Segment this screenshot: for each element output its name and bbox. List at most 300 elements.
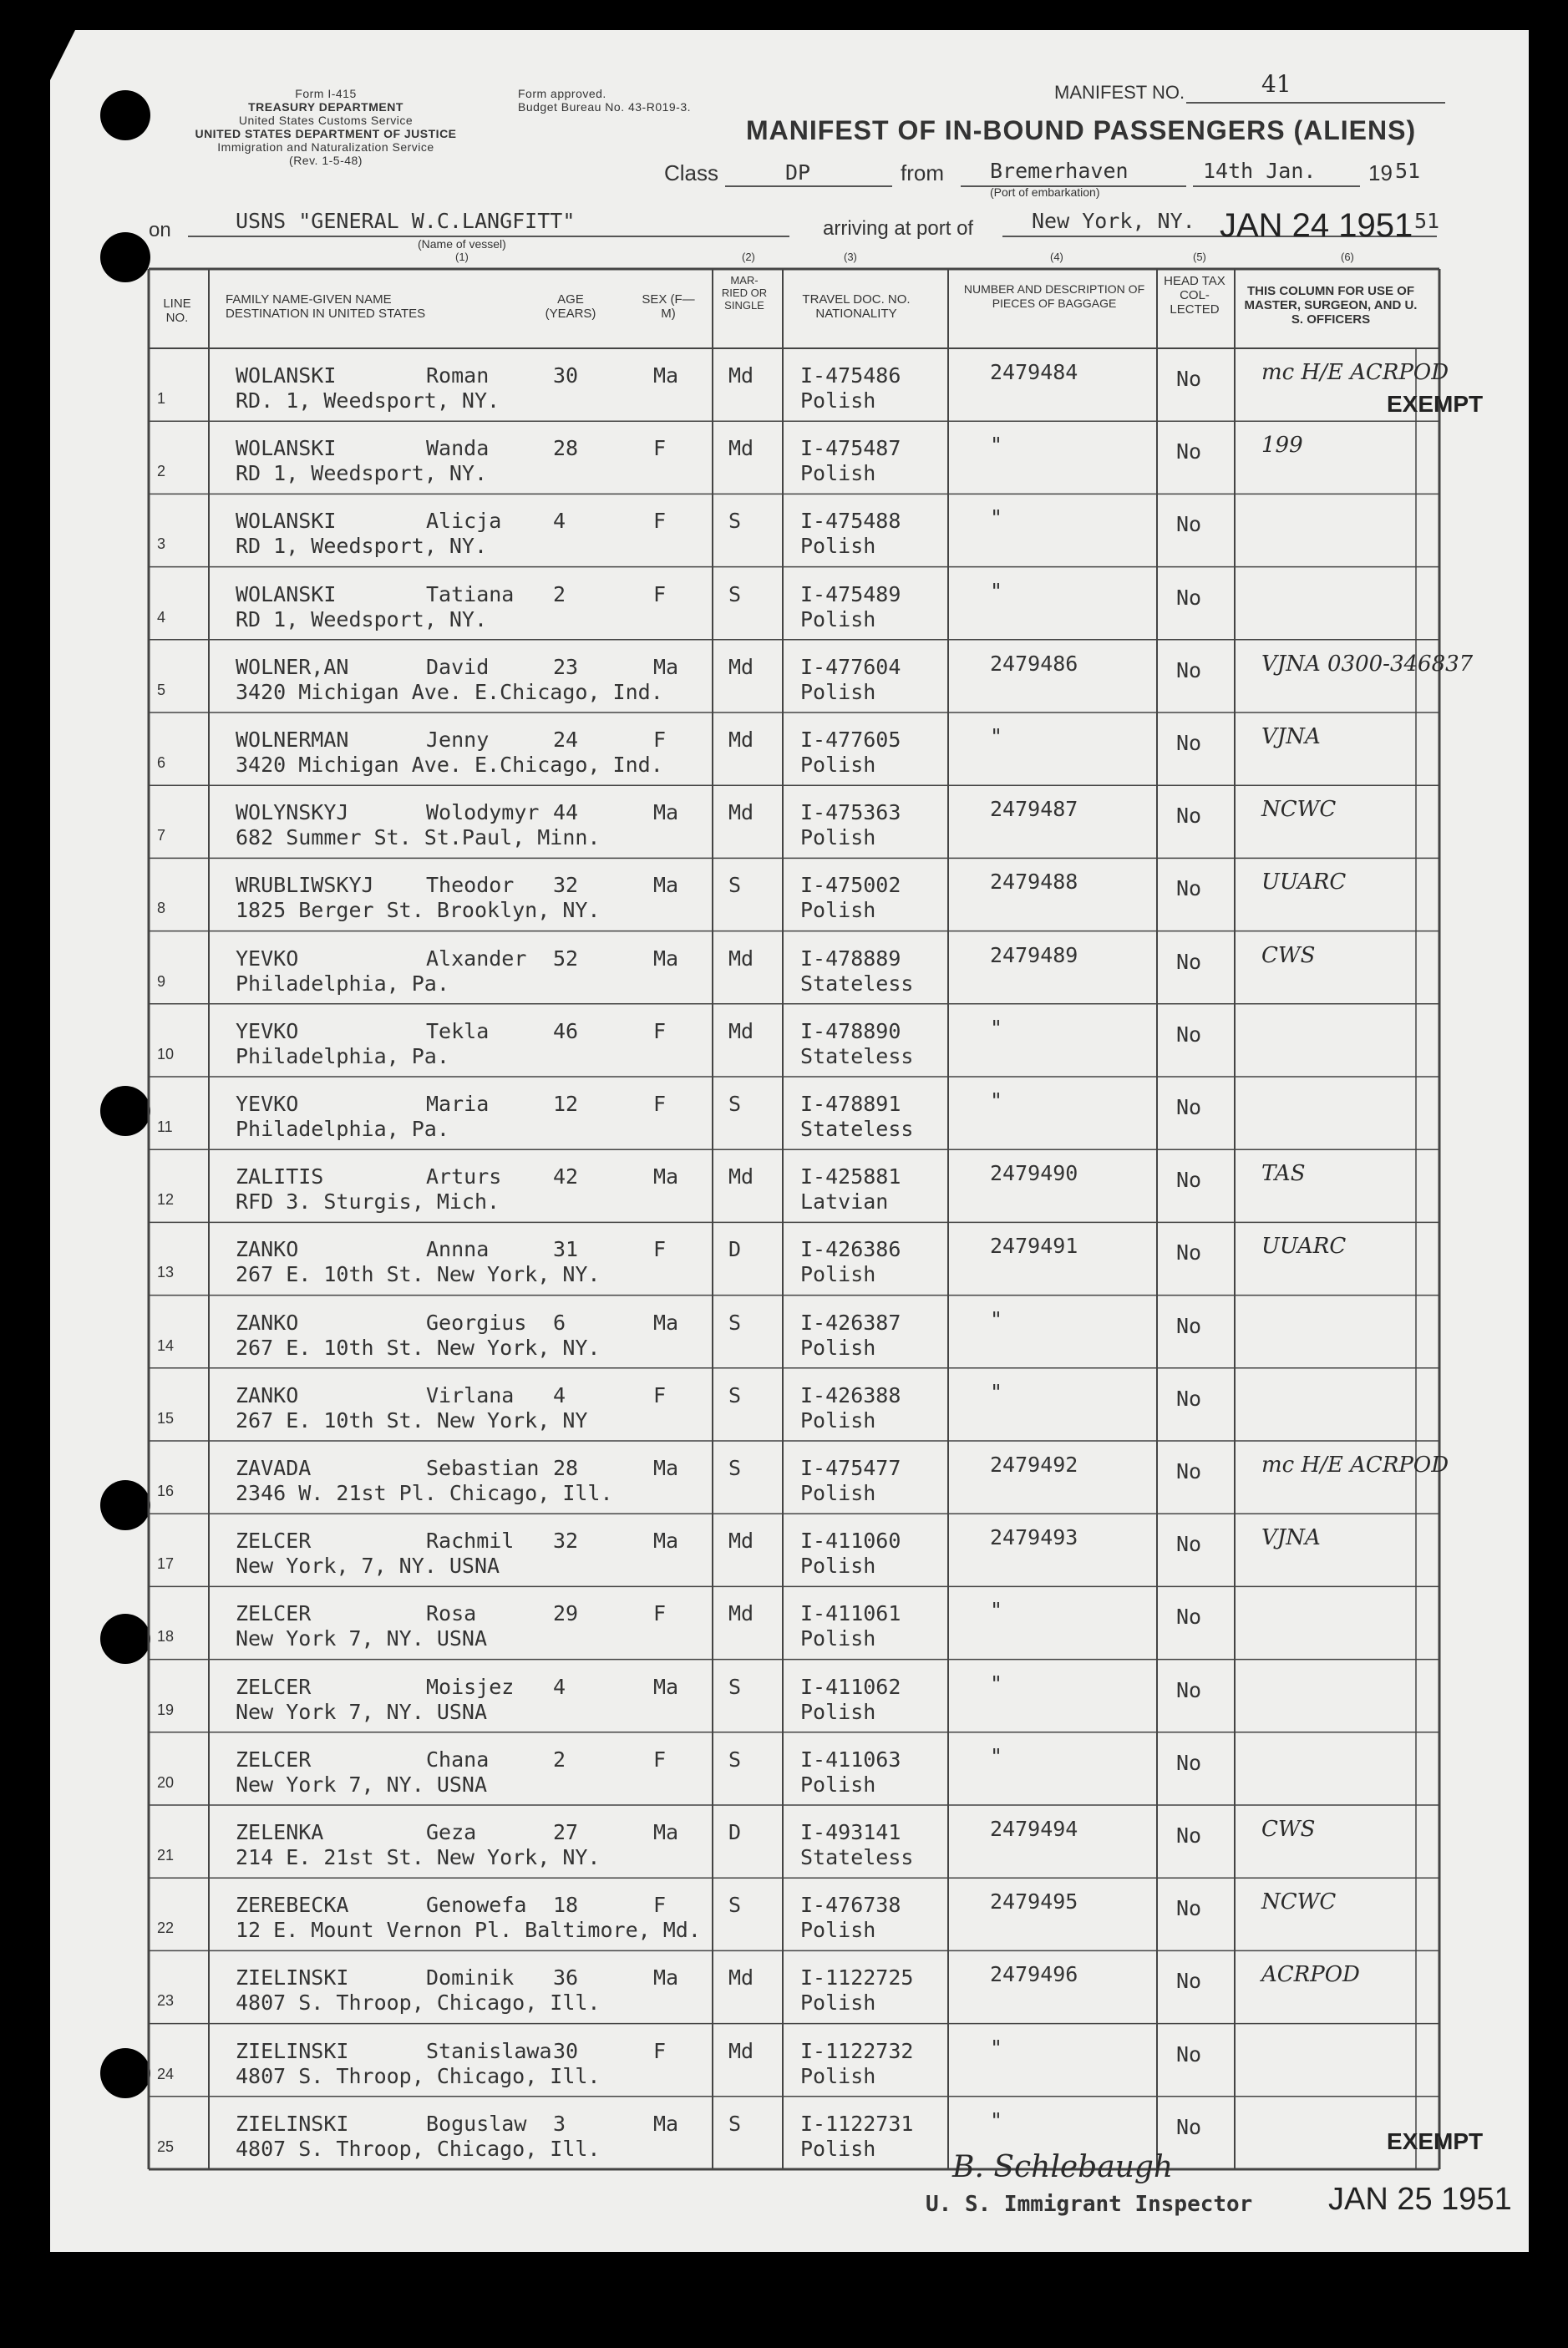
marital-status: S <box>728 509 742 534</box>
line-number: 13 <box>157 1264 175 1281</box>
age: 31 <box>553 1237 579 1262</box>
date-value: 14th Jan. <box>1203 159 1317 183</box>
travel-doc-no: I-475488 <box>800 509 901 534</box>
on-label: on <box>149 219 171 241</box>
year-printed: 19 <box>1368 160 1393 185</box>
given-name: Maria <box>426 1092 490 1116</box>
col-header-married: MAR-RIED OR SINGLE <box>721 274 768 312</box>
baggage: 2479493 <box>990 1525 1078 1550</box>
nationality: Polish <box>800 1407 876 1433</box>
destination: RD 1, Weedsport, NY. <box>236 534 488 559</box>
line-number: 1 <box>157 390 166 407</box>
sex: F <box>653 436 667 461</box>
destination: 3420 Michigan Ave. E.Chicago, Ind. <box>236 753 663 777</box>
sex: F <box>653 1237 667 1262</box>
age: 52 <box>553 946 579 971</box>
form-approved-block: Form approved. Budget Bureau No. 43-R019-3. <box>518 87 692 114</box>
nationality: Polish <box>800 1699 876 1724</box>
sex: F <box>653 509 667 534</box>
destination: RFD 3. Sturgis, Mich. <box>236 1189 500 1215</box>
sex: Ma <box>653 1529 679 1554</box>
age: 4 <box>553 1674 566 1699</box>
form-agency-block: Form I-415 TREASURY DEPARTMENT United States Customs Service UNITED STATES DEPARTMENT OF JUSTICE Immigration and Naturalization Service (Rev. 1-5-48) <box>195 87 457 167</box>
col-number-2: (2) <box>742 251 755 263</box>
travel-doc-no: I-426387 <box>800 1310 901 1335</box>
officer-note: NCWC <box>1261 1889 1337 1915</box>
age: 12 <box>553 1092 579 1116</box>
marital-status: S <box>728 873 742 898</box>
sex: F <box>653 1747 667 1772</box>
given-name: Tekla <box>426 1018 490 1043</box>
col-number-3: (3) <box>844 251 857 263</box>
age: 42 <box>553 1164 579 1189</box>
age: 30 <box>553 2038 579 2063</box>
family-name: ZEREBECKA <box>236 1893 349 1918</box>
travel-doc-no: I-478890 <box>800 1018 901 1043</box>
marital-status: D <box>728 1820 742 1844</box>
nationality: Polish <box>800 825 876 850</box>
travel-doc-no: I-1122732 <box>800 2038 914 2063</box>
marital-status: Md <box>728 946 754 971</box>
baggage: " <box>990 1598 1003 1623</box>
given-name: Stanislawa <box>426 2038 552 2063</box>
officer-note: VJNA <box>1261 724 1321 749</box>
destination: Philadelphia, Pa. <box>236 971 449 996</box>
inspector-date-stamp: JAN 25 1951 <box>1328 2182 1512 2217</box>
sex: Ma <box>653 1965 679 1990</box>
line-number: 6 <box>157 754 166 771</box>
marital-status: S <box>728 1092 742 1116</box>
line-number: 17 <box>157 1555 175 1573</box>
destination: New York 7, NY. USNA <box>236 1772 488 1797</box>
officer-note: ACRPOD <box>1261 1962 1360 1988</box>
given-name: Roman <box>426 363 490 388</box>
family-name: ZANKO <box>236 1310 299 1335</box>
sex: Ma <box>653 1164 679 1189</box>
baggage: " <box>990 1015 1003 1040</box>
head-tax: No <box>1176 367 1202 391</box>
family-name: ZELCER <box>236 1674 312 1699</box>
nationality: Polish <box>800 1990 876 2016</box>
marital-status: Md <box>728 1018 754 1043</box>
sex: Ma <box>653 800 679 825</box>
age: 28 <box>553 1456 579 1480</box>
sex: Ma <box>653 654 679 679</box>
col-header-baggage: NUMBER AND DESCRIPTION OF PIECES OF BAGGAGE <box>963 282 1145 310</box>
line-number: 12 <box>157 1191 175 1209</box>
destination: New York 7, NY. USNA <box>236 1626 488 1651</box>
officer-note: CWS <box>1261 942 1316 968</box>
col-number-4: (4) <box>1050 251 1063 263</box>
given-name: Annna <box>426 1237 490 1262</box>
nationality: Polish <box>800 1481 876 1505</box>
travel-doc-no: I-478889 <box>800 946 901 971</box>
nationality: Polish <box>800 606 876 631</box>
given-name: Geza <box>426 1820 477 1844</box>
family-name: ZAVADA <box>236 1456 312 1480</box>
head-tax: No <box>1176 1022 1202 1047</box>
nationality: Stateless <box>800 1845 914 1869</box>
head-tax: No <box>1176 1896 1202 1921</box>
given-name: David <box>426 654 490 679</box>
head-tax: No <box>1176 657 1202 682</box>
line-number: 2 <box>157 463 166 480</box>
baggage: " <box>990 433 1003 458</box>
given-name: Jenny <box>426 728 490 752</box>
col-header-line: LINE NO. <box>163 297 191 325</box>
given-name: Moisjez <box>426 1674 515 1699</box>
head-tax: No <box>1176 1240 1202 1265</box>
head-tax: No <box>1176 804 1202 829</box>
sex: F <box>653 728 667 752</box>
marital-status: D <box>728 1237 742 1262</box>
marital-status: Md <box>728 1965 754 1990</box>
destination: New York 7, NY. USNA <box>236 1699 488 1724</box>
sex: Ma <box>653 1310 679 1335</box>
family-name: ZALITIS <box>236 1164 324 1189</box>
nationality: Polish <box>800 2136 876 2161</box>
family-name: WOLANSKI <box>236 436 337 461</box>
travel-doc-no: I-493141 <box>800 1820 901 1844</box>
arriving-label: arriving at port of <box>823 217 974 240</box>
travel-doc-no: I-426388 <box>800 1382 901 1407</box>
line-number: 23 <box>157 1992 175 2010</box>
destination: RD 1, Weedsport, NY. <box>236 461 488 486</box>
marital-status: S <box>728 2111 742 2136</box>
sex: F <box>653 2038 667 2063</box>
manifest-no: 41 <box>1261 70 1291 98</box>
head-tax: No <box>1176 1168 1202 1193</box>
class-label: Class <box>664 160 719 185</box>
age: 18 <box>553 1893 579 1918</box>
travel-doc-no: I-475486 <box>800 363 901 388</box>
from-value: Bremerhaven <box>990 159 1129 183</box>
travel-doc-no: I-475487 <box>800 436 901 461</box>
baggage: " <box>990 1671 1003 1696</box>
family-name: ZELENKA <box>236 1820 324 1844</box>
travel-doc-no: I-1122725 <box>800 1965 914 1990</box>
officer-note: VJNA 0300-346837 <box>1261 651 1474 677</box>
head-tax: No <box>1176 512 1202 537</box>
travel-doc-no: I-477605 <box>800 728 901 752</box>
family-name: ZELCER <box>236 1601 312 1626</box>
destination: 3420 Michigan Ave. E.Chicago, Ind. <box>236 679 663 704</box>
line-number: 16 <box>157 1483 175 1499</box>
given-name: Georgius <box>426 1310 527 1335</box>
baggage: 2479492 <box>990 1453 1078 1477</box>
destination: 4807 S. Throop, Chicago, Ill. <box>236 1990 601 2016</box>
marital-status: Md <box>728 1164 754 1189</box>
marital-status: Md <box>728 2038 754 2063</box>
nationality: Polish <box>800 753 876 777</box>
age: 2 <box>553 1747 566 1772</box>
destination: 4807 S. Throop, Chicago, Ill. <box>236 2063 601 2088</box>
exempt-stamp-top: EXEMPT <box>1387 391 1484 417</box>
head-tax: No <box>1176 1313 1202 1338</box>
nationality: Polish <box>800 898 876 923</box>
family-name: WOLNER,AN <box>236 654 349 679</box>
officer-note: CWS <box>1261 1817 1316 1842</box>
head-tax: No <box>1176 1386 1202 1411</box>
age: 2 <box>553 581 566 606</box>
line-number: 5 <box>157 681 166 698</box>
marital-status: S <box>728 1382 742 1407</box>
head-tax: No <box>1176 731 1202 755</box>
travel-doc-no: I-411063 <box>800 1747 901 1772</box>
destination: 2346 W. 21st Pl. Chicago, Ill. <box>236 1481 613 1505</box>
nationality: Polish <box>800 388 876 413</box>
travel-doc-no: I-478891 <box>800 1092 901 1116</box>
nationality: Polish <box>800 1772 876 1797</box>
baggage: 2479488 <box>990 870 1078 895</box>
officer-note: NCWC <box>1261 797 1337 823</box>
line-number: 3 <box>157 535 166 553</box>
line-number: 7 <box>157 827 166 844</box>
travel-doc-no: I-411062 <box>800 1674 901 1699</box>
marital-status: Md <box>728 363 754 388</box>
nationality: Polish <box>800 1335 876 1360</box>
travel-doc-no: I-475363 <box>800 800 901 825</box>
marital-status: S <box>728 581 742 606</box>
line-number: 24 <box>157 2065 175 2082</box>
destination: 267 E. 10th St. New York, NY. <box>236 1262 601 1287</box>
officer-note: mc H/E ACRPOD <box>1261 360 1449 385</box>
from-label: from <box>901 160 944 185</box>
officer-note: UUARC <box>1261 870 1347 895</box>
age: 36 <box>553 1965 579 1990</box>
destination: 682 Summer St. St.Paul, Minn. <box>236 825 601 850</box>
line-number: 9 <box>157 972 166 990</box>
baggage: " <box>990 1306 1003 1331</box>
nationality: Polish <box>800 679 876 704</box>
baggage: " <box>990 578 1003 603</box>
marital-status: Md <box>728 800 754 825</box>
destination: RD 1, Weedsport, NY. <box>236 606 488 631</box>
family-name: WOLANSKI <box>236 363 337 388</box>
age: 32 <box>553 873 579 898</box>
travel-doc-no: I-1122731 <box>800 2111 914 2136</box>
given-name: Virlana <box>426 1382 515 1407</box>
given-name: Boguslaw <box>426 2111 527 2136</box>
family-name: ZIELINSKI <box>236 2111 349 2136</box>
nationality: Polish <box>800 1626 876 1651</box>
col-header-age: AGE (YEARS) <box>545 292 596 321</box>
officer-note: TAS <box>1261 1161 1306 1187</box>
marital-status: Md <box>728 1529 754 1554</box>
given-name: Genowefa <box>426 1893 527 1918</box>
head-tax: No <box>1176 876 1202 901</box>
sex: Ma <box>653 1456 679 1480</box>
travel-doc-no: I-476738 <box>800 1893 901 1918</box>
manifest-no-label: MANIFEST NO. <box>1054 82 1185 103</box>
age: 4 <box>553 1382 566 1407</box>
line-number: 22 <box>157 1919 175 1937</box>
nationality: Latvian <box>800 1189 889 1215</box>
age: 29 <box>553 1601 579 1626</box>
class-value: DP <box>785 160 811 185</box>
line-number: 20 <box>157 1773 175 1791</box>
age: 3 <box>553 2111 566 2136</box>
destination: 267 E. 10th St. New York, NY <box>236 1407 588 1433</box>
travel-doc-no: I-425881 <box>800 1164 901 1189</box>
baggage: 2479491 <box>990 1234 1078 1259</box>
col-number-1: (1) <box>455 251 469 263</box>
col-header-tax: HEAD TAX COL-LECTED <box>1164 274 1225 317</box>
age: 44 <box>553 800 579 825</box>
given-name: Arturs <box>426 1164 502 1189</box>
baggage: 2479489 <box>990 942 1078 967</box>
line-number: 10 <box>157 1045 175 1062</box>
head-tax: No <box>1176 2114 1202 2139</box>
family-name: YEVKO <box>236 1092 299 1116</box>
nationality: Stateless <box>800 1043 914 1068</box>
line-number: 25 <box>157 2138 175 2155</box>
port-value: New York, NY. <box>1032 209 1195 233</box>
baggage: " <box>990 505 1003 530</box>
baggage: 2479484 <box>990 360 1078 384</box>
baggage: 2479496 <box>990 1962 1078 1987</box>
baggage: " <box>990 724 1003 748</box>
manifest-title: MANIFEST OF IN-BOUND PASSENGERS (ALIENS) <box>746 115 1417 145</box>
given-name: Wolodymyr <box>426 800 540 825</box>
line-number: 21 <box>157 1847 175 1864</box>
sex: Ma <box>653 1820 679 1844</box>
nationality: Polish <box>800 1918 876 1943</box>
age: 27 <box>553 1820 579 1844</box>
family-name: WOLANSKI <box>236 581 337 606</box>
age: 28 <box>553 436 579 461</box>
travel-doc-no: I-411061 <box>800 1601 901 1626</box>
family-name: ZANKO <box>236 1237 299 1262</box>
head-tax: No <box>1176 1677 1202 1702</box>
family-name: ZELCER <box>236 1529 312 1554</box>
officer-note: mc H/E ACRPOD <box>1261 1453 1449 1478</box>
family-name: ZIELINSKI <box>236 1965 349 1990</box>
head-tax: No <box>1176 1823 1202 1848</box>
head-tax: No <box>1176 585 1202 610</box>
given-name: Wanda <box>426 436 490 461</box>
given-name: Chana <box>426 1747 490 1772</box>
given-name: Alicja <box>426 509 502 534</box>
baggage: 2479487 <box>990 797 1078 822</box>
marital-status: Md <box>728 728 754 752</box>
col-header-officers: THIS COLUMN FOR USE OF MASTER, SURGEON, AND U. S. OFFICERS <box>1244 284 1418 327</box>
col-header-doc: TRAVEL DOC. NO. NATIONALITY <box>802 292 911 321</box>
sex: Ma <box>653 2111 679 2136</box>
exempt-stamp-bottom: EXEMPT <box>1387 2128 1484 2154</box>
vessel-caption: (Name of vessel) <box>418 237 506 251</box>
travel-doc-no: I-475477 <box>800 1456 901 1480</box>
travel-doc-no: I-411060 <box>800 1529 901 1554</box>
baggage: " <box>990 1743 1003 1768</box>
sex: F <box>653 581 667 606</box>
col-number-6: (6) <box>1341 251 1354 263</box>
travel-doc-no: I-475002 <box>800 873 901 898</box>
head-tax: No <box>1176 1459 1202 1483</box>
baggage: 2479495 <box>990 1889 1078 1914</box>
head-tax: No <box>1176 1605 1202 1630</box>
destination: Philadelphia, Pa. <box>236 1117 449 1141</box>
line-number: 15 <box>157 1409 175 1427</box>
sex: F <box>653 1601 667 1626</box>
destination: 214 E. 21st St. New York, NY. <box>236 1845 601 1869</box>
line-number: 19 <box>157 1701 175 1718</box>
given-name: Rachmil <box>426 1529 515 1554</box>
col-header-sex: SEX (F—M) <box>642 292 695 321</box>
baggage: 2479490 <box>990 1161 1078 1186</box>
arrival-year-tail: 51 <box>1414 209 1440 233</box>
sex: F <box>653 1382 667 1407</box>
port-caption: (Port of embarkation) <box>990 185 1100 199</box>
inspector-label: U. S. Immigrant Inspector <box>926 2192 1253 2217</box>
nationality: Stateless <box>800 1117 914 1141</box>
age: 32 <box>553 1529 579 1554</box>
officer-note: 199 <box>1261 433 1303 459</box>
age: 4 <box>553 509 566 534</box>
sex: Ma <box>653 1674 679 1699</box>
col-header-name: FAMILY NAME-GIVEN NAME DESTINATION IN UNITED STATES <box>226 292 426 321</box>
line-number: 18 <box>157 1628 175 1646</box>
age: 6 <box>553 1310 566 1335</box>
destination: 1825 Berger St. Brooklyn, NY. <box>236 898 601 923</box>
marital-status: S <box>728 1310 742 1335</box>
family-name: WOLNERMAN <box>236 728 349 752</box>
destination: 12 E. Mount Vernon Pl. Baltimore, Md. <box>236 1918 701 1943</box>
baggage: 2479486 <box>990 651 1078 676</box>
family-name: YEVKO <box>236 1018 299 1043</box>
given-name: Tatiana <box>426 581 515 606</box>
head-tax: No <box>1176 439 1202 464</box>
nationality: Polish <box>800 534 876 559</box>
baggage: " <box>990 2107 1003 2132</box>
given-name: Dominik <box>426 1965 515 1990</box>
baggage: " <box>990 1379 1003 1404</box>
arrival-date-stamp: JAN 24 1951 <box>1220 207 1413 244</box>
marital-status: S <box>728 1893 742 1918</box>
nationality: Polish <box>800 1262 876 1287</box>
marital-status: Md <box>728 654 754 679</box>
destination: 4807 S. Throop, Chicago, Ill. <box>236 2136 601 2161</box>
nationality: Polish <box>800 461 876 486</box>
line-number: 11 <box>157 1118 173 1135</box>
baggage: " <box>990 1088 1003 1113</box>
col-number-5: (5) <box>1193 251 1206 263</box>
family-name: WOLANSKI <box>236 509 337 534</box>
age: 46 <box>553 1018 579 1043</box>
marital-status: S <box>728 1747 742 1772</box>
nationality: Stateless <box>800 971 914 996</box>
baggage: 2479494 <box>990 1817 1078 1841</box>
sex: Ma <box>653 946 679 971</box>
nationality: Polish <box>800 1554 876 1579</box>
destination: New York, 7, NY. USNA <box>236 1554 500 1579</box>
travel-doc-no: I-477604 <box>800 654 901 679</box>
family-name: ZIELINSKI <box>236 2038 349 2063</box>
travel-doc-no: I-475489 <box>800 581 901 606</box>
given-name: Alxander <box>426 946 527 971</box>
destination: RD. 1, Weedsport, NY. <box>236 388 500 413</box>
family-name: WOLYNSKYJ <box>236 800 349 825</box>
marital-status: S <box>728 1674 742 1699</box>
sex: Ma <box>653 873 679 898</box>
age: 30 <box>553 363 579 388</box>
age: 24 <box>553 728 579 752</box>
sex: F <box>653 1893 667 1918</box>
year-value: 51 <box>1395 159 1421 183</box>
line-number: 14 <box>157 1336 175 1354</box>
line-number: 8 <box>157 900 166 917</box>
destination: 267 E. 10th St. New York, NY. <box>236 1335 601 1360</box>
